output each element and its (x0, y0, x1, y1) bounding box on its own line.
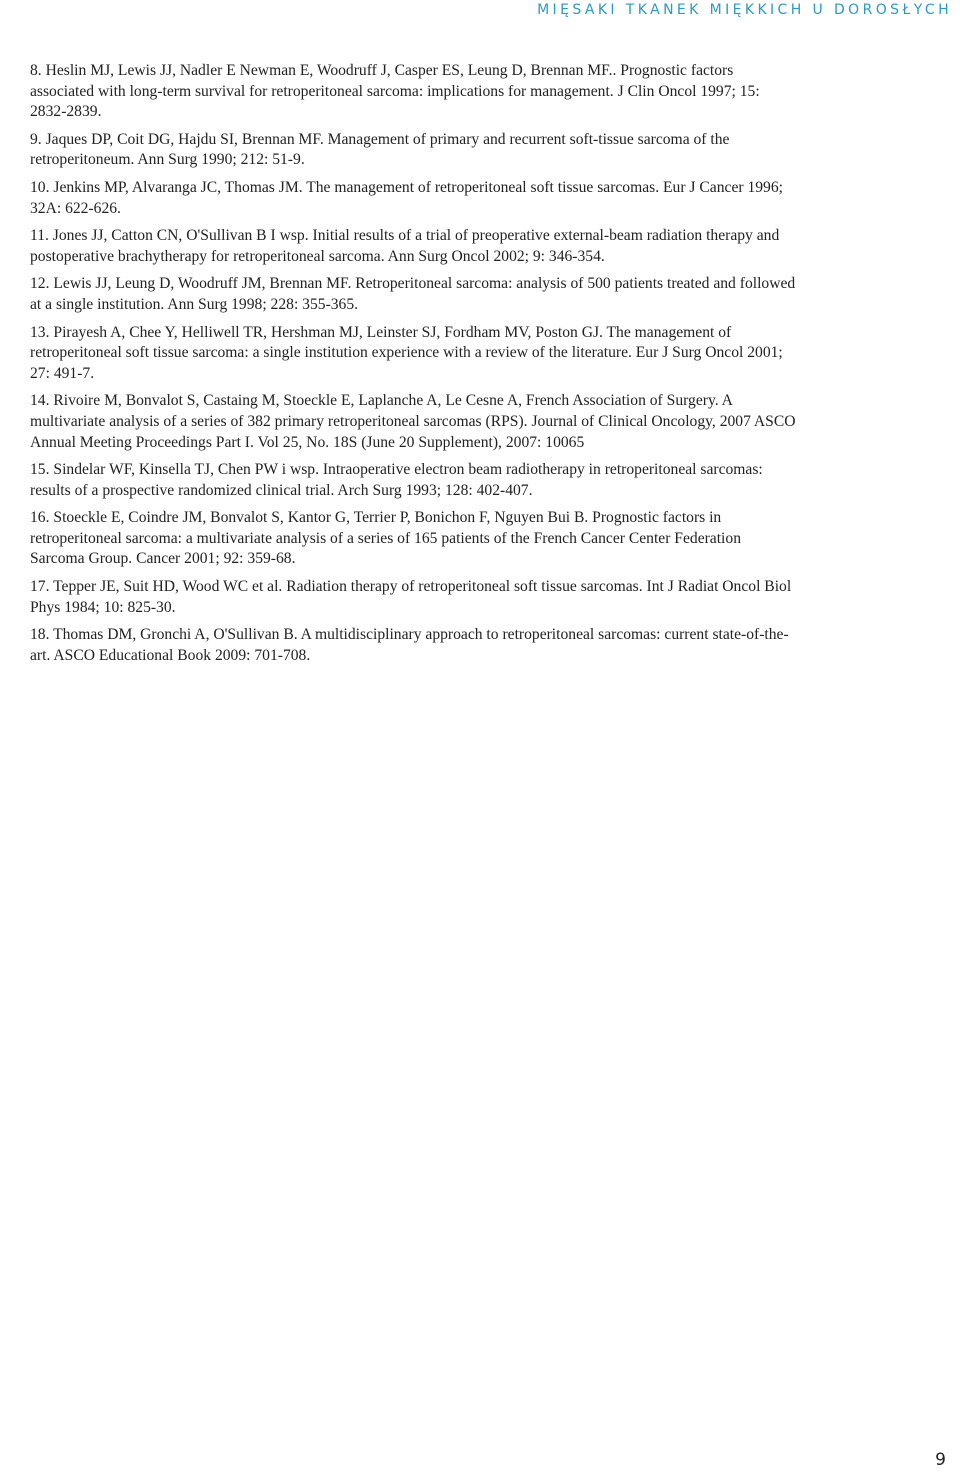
running-header: MIĘSAKI TKANEK MIĘKKICH U DOROSŁYCH (537, 2, 952, 18)
reference-list (30, 61, 798, 673)
reference-item-17: 17. Tepper JE, Suit HD, Wood WC et al. Radiation therapy of retroperitoneal soft tissue sarcomas. Int J Radiat Oncol Biol Phys 1984; 10: 825-30. (30, 578, 792, 616)
reference-item-12: 12. Lewis JJ, Leung D, Woodruff JM, Brennan MF. Retroperitoneal sarcoma: analysis of 500 patients treated and followed at a single institution. Ann Surg 1998; 228: 355-365. (30, 275, 796, 313)
reference-item-14: 14. Rivoire M, Bonvalot S, Castaing M, Stoeckle E, Laplanche A, Le Cesne A, French Association of Surgery. A multivariate analysis of a series of 382 primary retroperitoneal sarcomas (RPS). Journal of Clinical Oncology, 2007 ASCO Annual Meeting Proceedings Part I. Vol 25, No. 18S (June 20 Supplement), 2007: 10065 (30, 392, 796, 451)
reference-item-10: 10. Jenkins MP, Alvaranga JC, Thomas JM. The management of retroperitoneal soft tissue sarcomas. Eur J Cancer 1996; 32A: 622-626. (30, 178, 783, 217)
reference-item-18: 18. Thomas DM, Gronchi A, O'Sullivan B. A multidisciplinary approach to retroperitoneal sarcomas: current state-of-the-art. ASCO Educational Book 2009: 701-708. (30, 626, 789, 664)
reference-item-13: 13. Pirayesh A, Chee Y, Helliwell TR, Hershman MJ, Leinster SJ, Fordham MV, Poston GJ. The management of retroperitoneal soft tissue sarcoma: a single institution experience with a review of the literature. Eur J Surg Oncol 2001; 27: 491-7. (30, 323, 783, 382)
reference-item-16: 16. Stoeckle E, Coindre JM, Bonvalot S, Kantor G, Terrier P, Bonichon F, Nguyen Bui B. Prognostic factors in retroperitoneal sarcoma: a multivariate analysis of a series of 165 patients of the French Cancer Center Federation Sarcoma Group. Cancer 2001; 92: 359-68. (30, 509, 741, 568)
reference-item-8: 8. Heslin MJ, Lewis JJ, Nadler E Newman E, Woodruff J, Casper ES, Leung D, Brennan MF.. Prognostic factors associated with long-term survival for retroperitoneal sarcoma: implications for management. J Clin Oncol 1997; 15: 2832-2839. (30, 62, 760, 121)
page-number: 9 (935, 1450, 946, 1470)
reference-item-9: 9. Jaques DP, Coit DG, Hajdu SI, Brennan MF. Management of primary and recurrent soft-tissue sarcoma of the retroperitoneum. Ann Surg 1990; 212: 51-9. (30, 130, 730, 169)
reference-item-11: 11. Jones JJ, Catton CN, O'Sullivan B I wsp. Initial results of a trial of preoperative external-beam radiation therapy and postoperative brachytherapy for retroperitoneal sarcoma. Ann Surg Oncol 2002; 9: 346-354. (30, 227, 780, 265)
reference-item-15: 15. Sindelar WF, Kinsella TJ, Chen PW i wsp. Intraoperative electron beam radiotherapy in retroperitoneal sarcomas: results of a prospective randomized clinical trial. Arch Surg 1993; 128: 402-407. (30, 461, 763, 499)
